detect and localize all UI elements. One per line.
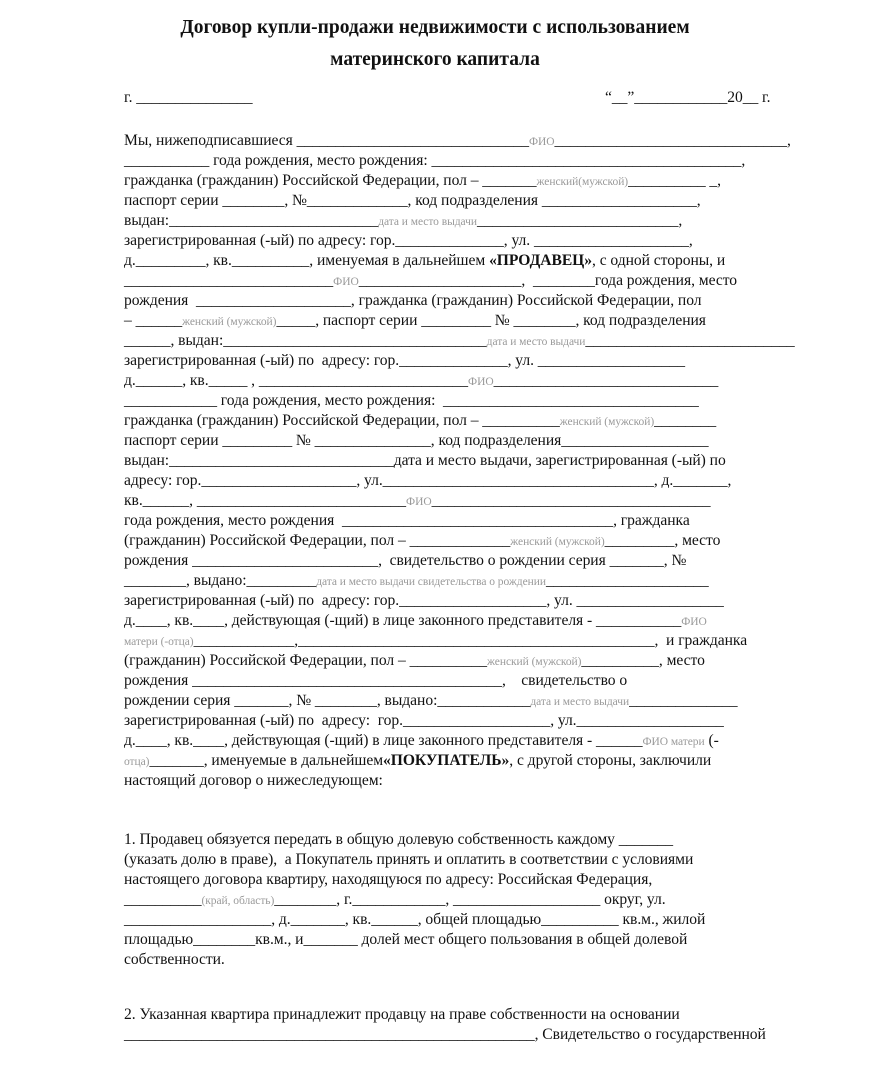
- contract-line: д._________, кв.__________, именуемая в дальнейшем «ПРОДАВЕЦ», с одной стороны, и: [124, 252, 726, 269]
- contract-line: зарегистрированная (-ый) по адресу: гор.______________, ул. ____________________,: [124, 232, 693, 249]
- document-title-line2: материнского капитала: [330, 49, 540, 70]
- hint-mother-father: матери (-отца): [124, 636, 194, 648]
- hint-sex: женский(мужской): [536, 176, 629, 188]
- buyer-term: «ПОКУПАТЕЛЬ»: [383, 752, 510, 769]
- clause-1-line: __________(край, область)________, г.____________, ___________________ округ, ул.: [124, 891, 666, 908]
- hint-issue: дата и место выдачи: [378, 216, 477, 228]
- hint-fio: ФИО: [406, 496, 432, 508]
- contract-line: рождении серия _______, № ________, выдано:____________дата и место выдачи______________: [124, 692, 738, 709]
- hint-birth-cert: дата и место выдачи свидетельства о рождении: [316, 576, 546, 588]
- contract-line: ______, выдан:__________________________________дата и место выдачи___________________________: [124, 332, 795, 349]
- hint-father: отца): [124, 756, 150, 768]
- contract-line: гражданка (гражданин) Российской Федерации, пол – _______женский(мужской)__________ _,: [124, 172, 722, 189]
- contract-line: паспорт серии ________, №_____________, код подразделения ____________________,: [124, 192, 701, 209]
- hint-sex: женский (мужской): [487, 656, 582, 668]
- clause-1-line: собственности.: [124, 951, 225, 968]
- hint-region: (край, область): [201, 895, 275, 907]
- contract-line: д.____, кв.____, действующая (-щий) в лице законного представителя - ___________ФИО: [124, 612, 707, 629]
- contract-line: зарегистрированная (-ый) по адресу: гор.___________________, ул.___________________: [124, 712, 724, 729]
- contract-line: (гражданин) Российской Федерации, пол – _____________женский (мужской)_________, место: [124, 532, 721, 549]
- hint-fio-mother: ФИО матери: [642, 736, 705, 748]
- contract-line: д.______, кв._____ , ___________________________ФИО_____________________________: [124, 372, 719, 389]
- contract-line: ___________________________ФИО_____________________, ________года рождения, место: [124, 272, 738, 289]
- contract-line: ____________ года рождения, место рождения: _________________________________: [124, 392, 699, 409]
- clause-1-line: настоящего договора квартиру, находящуюся по адресу: Российская Федерация,: [124, 871, 653, 888]
- contract-line: зарегистрированная (-ый) по адресу: гор.______________, ул. ___________________: [124, 352, 685, 369]
- contract-line: года рождения, место рождения ___________________________________, гражданка: [124, 512, 690, 529]
- clause-1-line: площадью________кв.м., и_______ долей мест общего пользования в общей долевой: [124, 931, 688, 948]
- contract-line: гражданка (гражданин) Российской Федерации, пол – __________женский (мужской)________: [124, 412, 717, 429]
- hint-sex: женский (мужской): [559, 416, 655, 428]
- contract-line: выдан:_____________________________дата и место выдачи, зарегистрированная (-ый) по: [124, 452, 726, 469]
- clause-2-line: 2. Указанная квартира принадлежит продавцу на праве собственности на основании: [124, 1006, 680, 1023]
- clause-2-line: _____________________________________________________, Свидетельство о государственной: [124, 1026, 766, 1043]
- date-field: “__”____________20__ г.: [605, 89, 771, 106]
- contract-line: паспорт серии _________ № _______________, код подразделения___________________: [124, 432, 709, 449]
- contract-line: отца)_______, именуемые в дальнейшем«ПОКУПАТЕЛЬ», с другой стороны, заключили: [124, 752, 712, 769]
- contract-line: адресу: гор.____________________, ул.___________________________________, д._______,: [124, 472, 732, 489]
- hint-fio: ФИО: [333, 276, 359, 288]
- clause-1-line: ___________________, д._______, кв.______, общей площадью__________ кв.м., жилой: [124, 911, 706, 928]
- clause-1-line: (указать долю в праве), а Покупатель принять и оплатить в соответствии с условиями: [124, 851, 694, 868]
- contract-line: ________, выдано:_________дата и место выдачи свидетельства о рождении_____________________: [124, 572, 709, 589]
- contract-line: рождения ________________________, свидетельство о рождении серия _______, №: [124, 552, 687, 569]
- contract-line: кв.______, ___________________________ФИО____________________________________: [124, 492, 711, 509]
- seller-term: «ПРОДАВЕЦ»: [489, 252, 592, 269]
- contract-line: матери (-отца)_____________,______________________________________________, и гражданка: [124, 632, 748, 649]
- hint-fio: ФИО: [529, 136, 555, 148]
- city-field: г. _______________: [124, 89, 253, 106]
- contract-line: Мы, нижеподписавшиеся ______________________________ФИО______________________________,: [124, 132, 791, 149]
- contract-line: выдан:___________________________дата и место выдачи__________________________,: [124, 212, 683, 229]
- hint-issue: дата и место выдачи: [486, 336, 586, 348]
- hint-sex: женский (мужской): [510, 536, 605, 548]
- contract-line: настоящий договор о нижеследующем:: [124, 772, 383, 789]
- contract-line: – ______женский (мужской)_____, паспорт серии _________ № ________, код подразделения: [124, 312, 706, 329]
- hint-sex: женский (мужской): [182, 316, 277, 328]
- clause-1-line: 1. Продавец обязуется передать в общую долевую собственность каждому _______: [124, 831, 673, 848]
- document-title: Договор купли-продажи недвижимости с использованием: [180, 17, 690, 38]
- contract-line: зарегистрированная (-ый) по адресу: гор.___________________, ул. ___________________: [124, 592, 724, 609]
- contract-line: ___________ года рождения, место рождения: ________________________________________,: [124, 152, 746, 169]
- contract-line: д.____, кв.____, действующая (-щий) в лице законного представителя - ______ФИО матери (-: [124, 732, 719, 749]
- hint-issue: дата и место выдачи: [530, 696, 630, 708]
- contract-line: рождения ____________________, гражданка (гражданин) Российской Федерации, пол: [124, 292, 702, 309]
- hint-fio: ФИО: [681, 616, 707, 628]
- hint-fio: ФИО: [468, 376, 494, 388]
- contract-line: (гражданин) Российской Федерации, пол – __________женский (мужской)__________, место: [124, 652, 705, 669]
- contract-line: рождения ________________________________________, свидетельство о: [124, 672, 628, 689]
